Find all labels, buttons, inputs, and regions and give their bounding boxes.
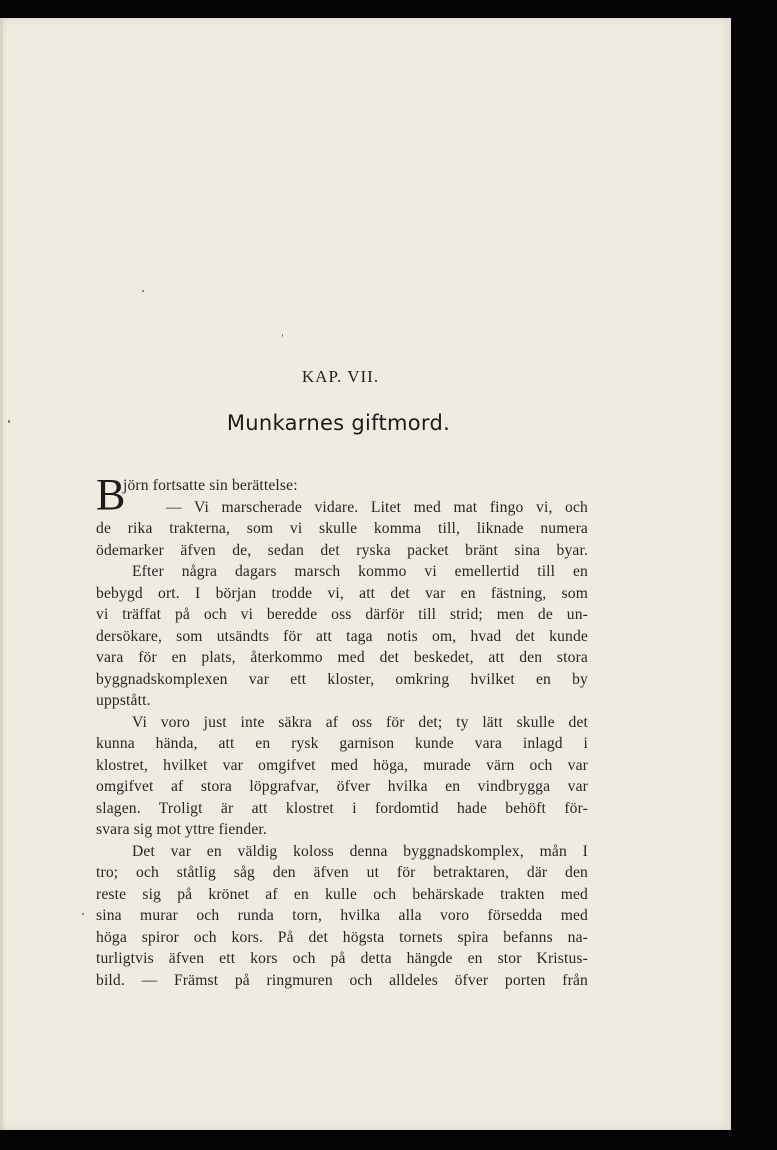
body-text: [96, 470, 588, 991]
paper-speck: [282, 334, 283, 337]
text-line: Vi voro just inte säkra af oss för det; ty lätt skulle det: [132, 713, 588, 731]
text-line: reste sig på krönet af en kulle och behärskade trakten med: [96, 885, 588, 903]
text-line: Efter några dagars marsch kommo vi emellertid till en: [132, 563, 588, 580]
text-line: Det var en väldig koloss denna byggnadskomplex, mån I: [132, 842, 588, 860]
chapter-title: Munkarnes giftmord.: [226, 411, 451, 435]
text-line-content: — Vi marscherade vidare. Litet med mat fingo vi, och: [166, 498, 588, 516]
text-line: höga spiror och kors. På det högsta tornets spira befanns na-: [96, 928, 588, 946]
paper-speck: [142, 290, 144, 292]
text-line: bebygd ort. I början trodde vi, att det var en fästning, som: [96, 584, 588, 602]
drop-cap: B: [96, 470, 126, 519]
text-line: de rika trakterna, som vi skulle komma till, liknade numera: [96, 520, 588, 537]
text-line: tro; och ståtlig såg den äfven ut för betraktaren, där den: [96, 864, 588, 881]
text-line: dersökare, som utsändts för att taga notis om, hvad det kunde: [96, 627, 588, 645]
text-line: [96, 497, 588, 519]
text-line-content: jörn fortsatte sin berättelse:: [123, 477, 298, 494]
text-line: svara sig mot yttre fiender.: [96, 821, 267, 838]
text-line: uppstått.: [96, 692, 151, 709]
text-line: vi träffat på och vi beredde oss därför till strid; men de un-: [96, 606, 588, 623]
book-page: [0, 18, 731, 1130]
text-line: omgifvet af stora löpgrafvar, öfver hvilka en vindbrygga var: [96, 778, 588, 795]
text-line: bild. — Främst på ringmuren och alldeles öfver porten från: [96, 971, 588, 989]
text-line: vara för en plats, återkommo med det beskedet, att den stora: [96, 649, 588, 666]
text-line: slagen. Troligt är att klostret i fordomtid hade behöft för-: [96, 799, 588, 817]
page-edge: [0, 18, 3, 1130]
text-line: turligtvis äfven ett kors och på detta hängde en stor Kristus-: [96, 950, 588, 967]
chapter-label: KAP. VII.: [301, 367, 380, 386]
paper-speck: [82, 913, 84, 915]
text-line: klostret, hvilket var omgifvet med höga, murade värn och var: [96, 756, 588, 774]
text-line: ödemarker äfven de, sedan det ryska packet bränt sina byar.: [96, 541, 588, 559]
text-line: kunna hända, att en rysk garnison kunde vara inlagd i: [96, 735, 588, 752]
text-line: sina murar och runda torn, hvilka alla voro försedda med: [96, 907, 588, 924]
text-line: byggnadskomplexen var ett kloster, omkring hvilket en by: [96, 670, 588, 688]
